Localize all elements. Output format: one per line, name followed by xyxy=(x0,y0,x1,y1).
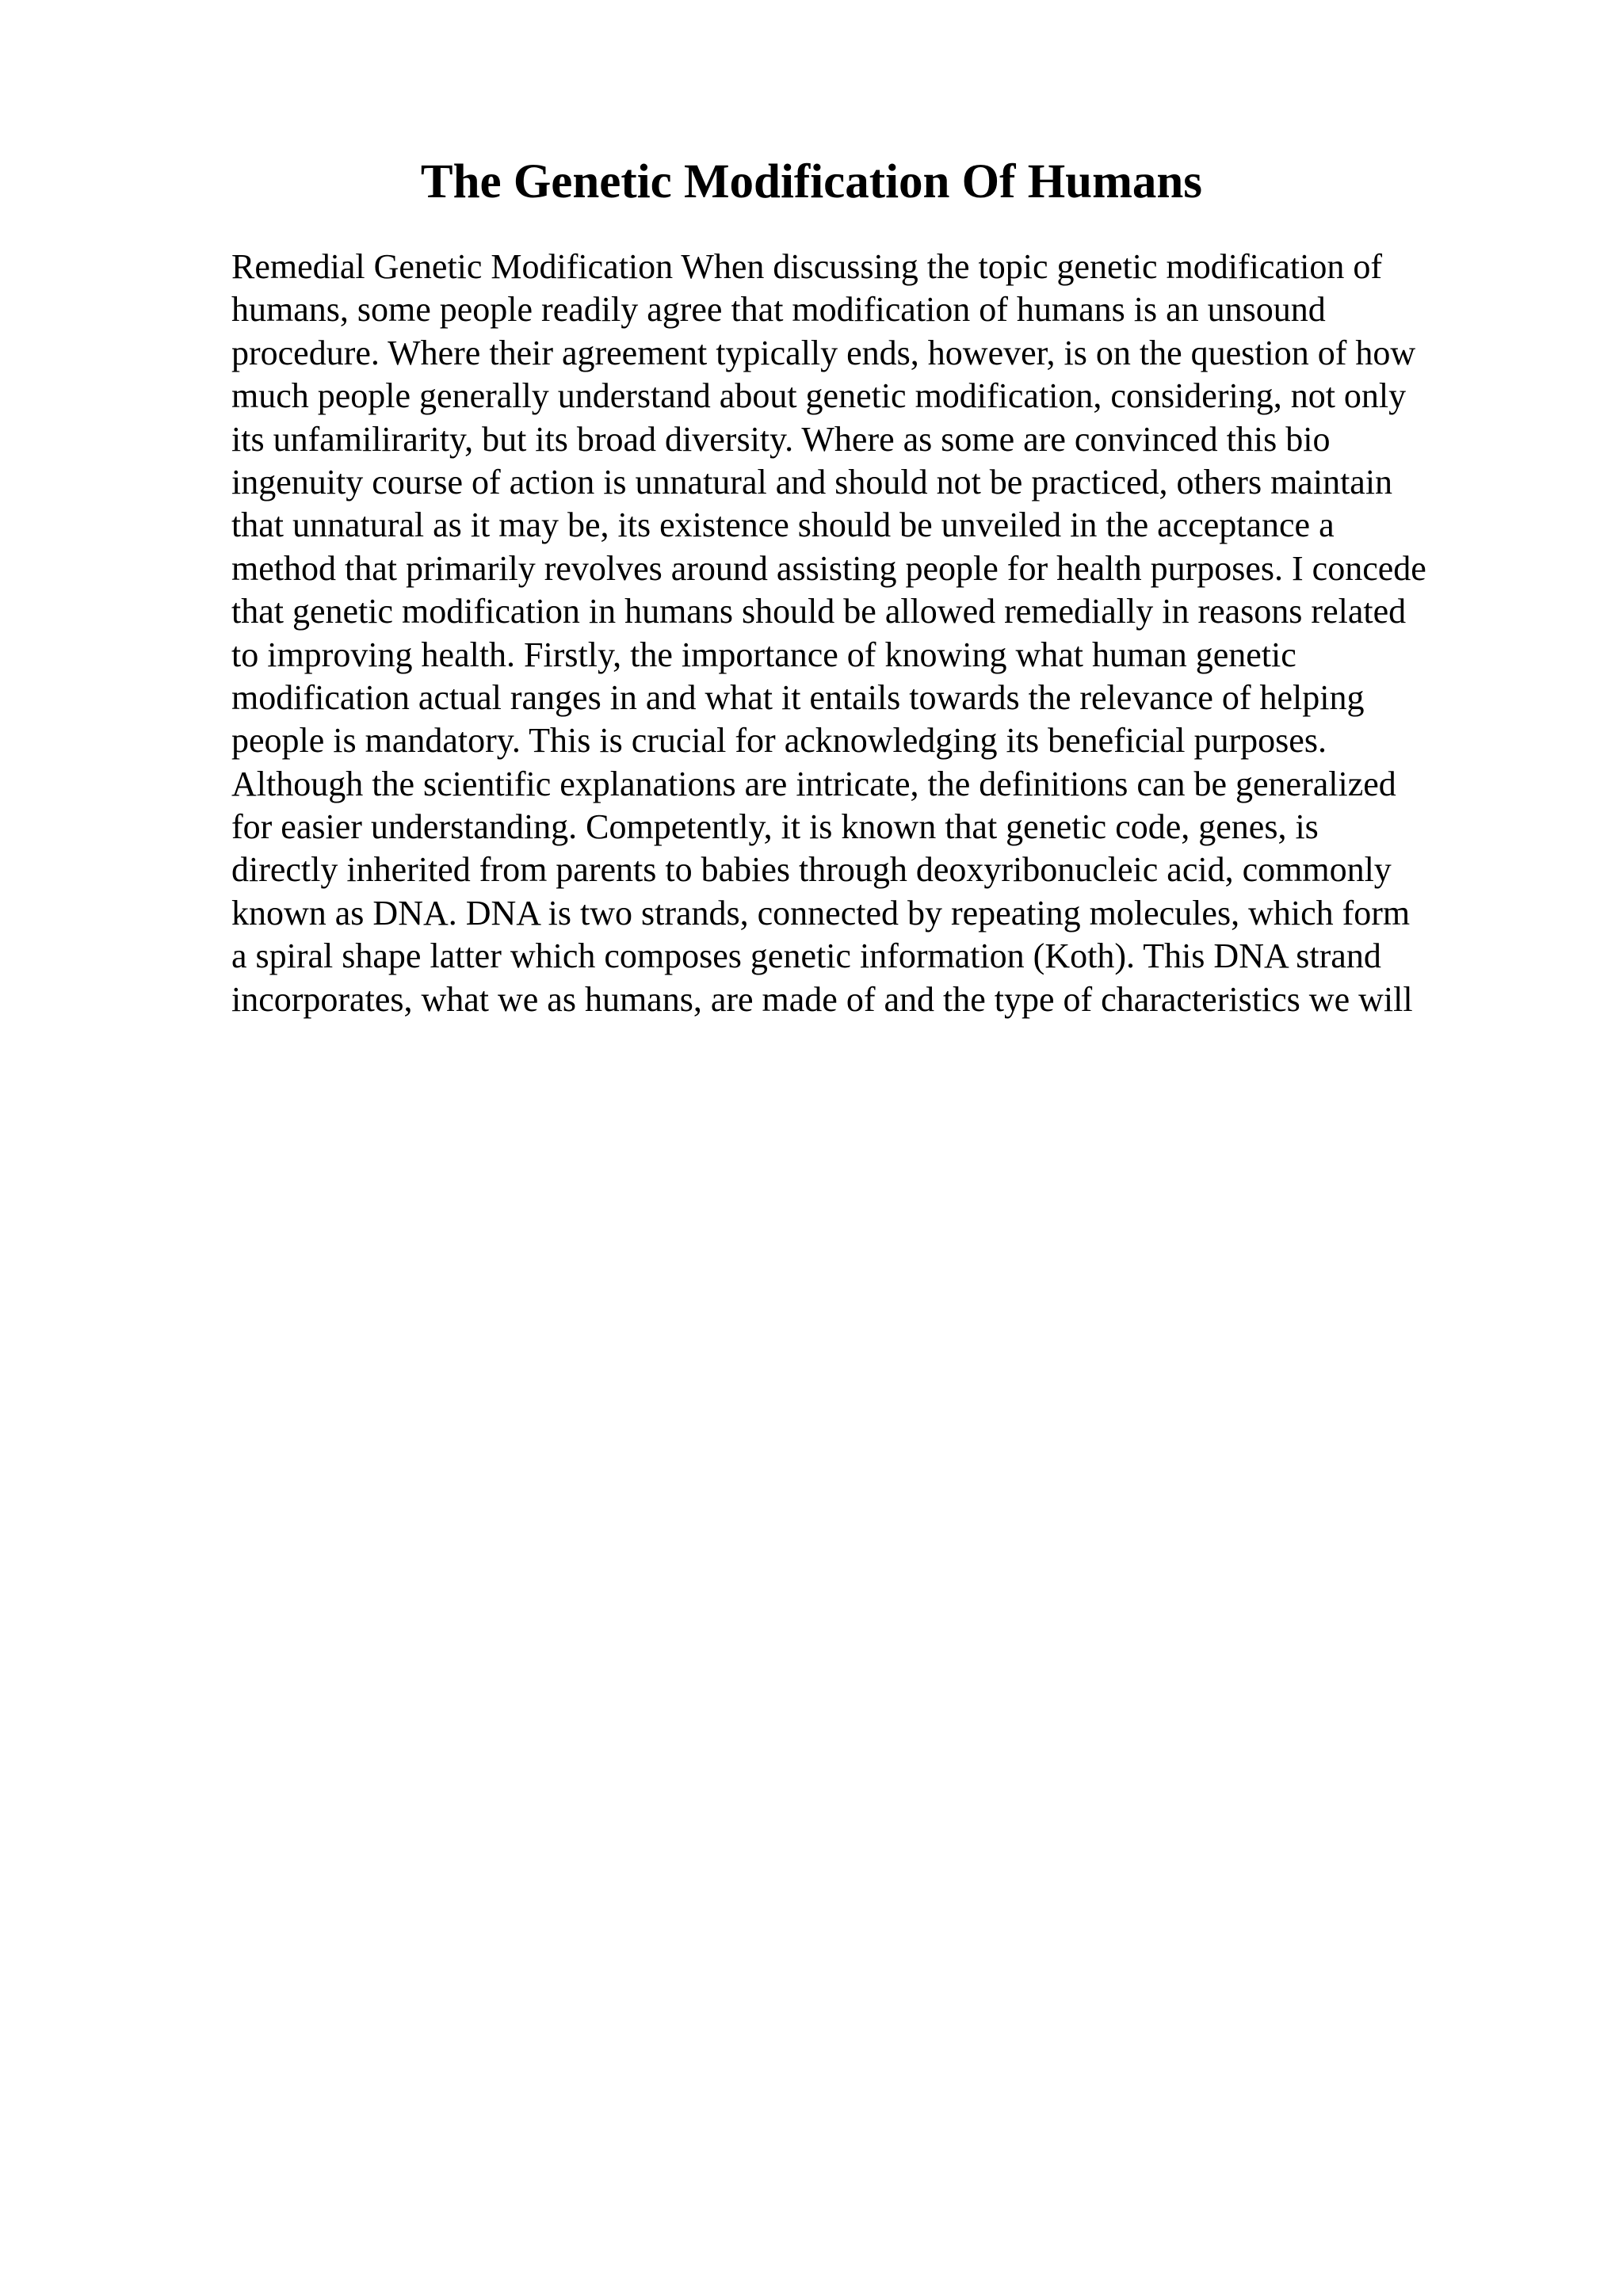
body-line: humans, some people readily agree that modification of humans is an unsound xyxy=(231,290,1326,330)
body-line: much people generally understand about genetic modification, considering, not only xyxy=(231,376,1407,416)
body-line: people is mandatory. This is crucial for acknowledging its beneficial purposes. xyxy=(231,721,1327,761)
body-line: known as DNA. DNA is two strands, connected by repeating molecules, which form xyxy=(231,893,1411,933)
body-line: to improving health. Firstly, the importance of knowing what human genetic xyxy=(231,635,1296,674)
body-line: Although the scientific explanations are intricate, the definitions can be generalized xyxy=(231,764,1396,803)
body-line: its unfamilirarity, but its broad diversity. Where as some are convinced this bio xyxy=(231,419,1331,459)
document-title: The Genetic Modification Of Humans xyxy=(420,155,1203,208)
body-line: modification actual ranges in and what it entails towards the relevance of helping xyxy=(231,677,1365,717)
body-line: directly inherited from parents to babies through deoxyribonucleic acid, commonly xyxy=(231,850,1392,890)
body-line: that genetic modification in humans should be allowed remedially in reasons related xyxy=(231,592,1407,631)
body-line: procedure. Where their agreement typically ends, however, is on the question of how xyxy=(231,333,1416,372)
body-line: ingenuity course of action is unnatural and should not be practiced, others maintain xyxy=(231,462,1393,502)
body-line: for easier understanding. Competently, it is known that genetic code, genes, is xyxy=(231,807,1319,847)
body-line: incorporates, what we as humans, are made of and the type of characteristics we will xyxy=(231,979,1413,1019)
body-line: that unnatural as it may be, its existence should be unveiled in the acceptance a xyxy=(231,505,1335,545)
body-line: Remedial Genetic Modification When discussing the topic genetic modification of xyxy=(231,247,1383,286)
body-line: a spiral shape latter which composes genetic information (Koth). This DNA strand xyxy=(231,936,1381,976)
document-body xyxy=(231,246,1531,1021)
body-line: method that primarily revolves around assisting people for health purposes. I concede xyxy=(231,548,1426,588)
